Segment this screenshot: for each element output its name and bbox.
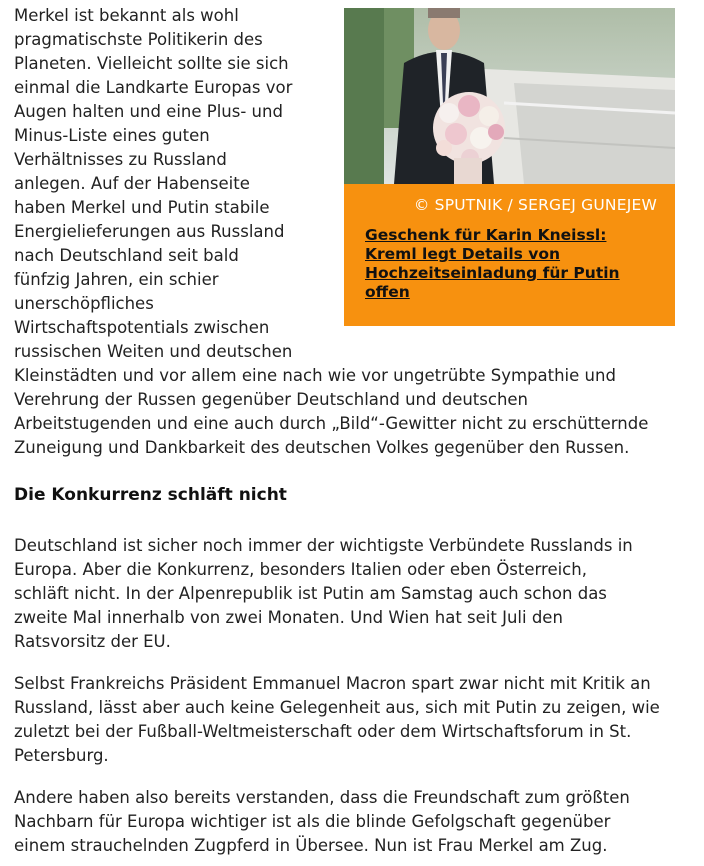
intro-line: fünfzig Jahren, ein schier <box>14 270 219 289</box>
section-heading: Die Konkurrenz schläft nicht <box>14 485 287 505</box>
intro-line: pragmatischste Politikerin des <box>14 30 263 49</box>
intro-line: nach Deutschland seit bald <box>14 246 239 265</box>
intro-line: Kleinstädten und vor allem eine nach wie vor ungetrübte Sympathie und <box>14 366 616 385</box>
related-article-teaser[interactable] <box>344 8 675 326</box>
intro-line: anlegen. Auf der Habenseite <box>14 174 250 193</box>
intro-line: russischen Weiten und deutschen <box>14 342 293 361</box>
intro-line: Verhältnisses zu Russland <box>14 150 227 169</box>
intro-line: Merkel ist bekannt als wohl <box>14 6 239 25</box>
intro-line: Planeten. Vielleicht sollte sie sich <box>14 54 289 73</box>
body-paragraph: Andere haben also bereits verstanden, dass die Freundschaft zum größten Nachbarn für Europa wichtiger ist als die blinde Gefolgschaft gegenüber einem strauchelnden Zugpferd in Übersee. Nun ist Frau Merkel am Zug. <box>14 788 630 855</box>
putin-flowers-photo <box>344 8 675 184</box>
photo-credit: © SPUTNIK / SERGEJ GUNEJEW <box>413 196 657 214</box>
related-article-link[interactable]: Geschenk für Karin Kneissl: Kreml legt Details von Hochzeitseinladung für Putin offen <box>365 226 620 301</box>
intro-line: einmal die Landkarte Europas vor <box>14 78 293 97</box>
intro-line: Verehrung der Russen gegenüber Deutschland und deutschen <box>14 390 529 409</box>
body-paragraph: Deutschland ist sicher noch immer der wichtigste Verbündete Russlands in Europa. Aber die Konkurrenz, besonders Italien oder eben Österreich, schläft nicht. In der Alpenrepublik ist Putin am Samstag auch schon das zweite Mal innerhalb von zwei Monaten. Und Wien hat seit Juli den Ratsvorsitz der EU. <box>14 536 633 651</box>
intro-line: Zuneigung und Dankbarkeit des deutschen Volkes gegenüber den Russen. <box>14 438 630 457</box>
body-paragraph: Selbst Frankreichs Präsident Emmanuel Macron spart zwar nicht mit Kritik an Russland, lässt aber auch keine Gelegenheit aus, sich mit Putin zu zeigen, wie zuletzt bei der Fußball-Weltmeisterschaft oder dem Wirtschaftsforum in St. Petersburg. <box>14 674 660 765</box>
intro-line: unerschöpfliches <box>14 294 154 313</box>
intro-line: Energielieferungen aus Russland <box>14 222 285 241</box>
intro-line: Wirtschaftspotentials zwischen <box>14 318 270 337</box>
intro-line: Minus-Liste eines guten <box>14 126 210 145</box>
intro-line: Augen halten und eine Plus- und <box>14 102 283 121</box>
intro-line: Arbeitstugenden und eine auch durch „Bild“-Gewitter nicht zu erschütternde <box>14 414 649 433</box>
intro-line: haben Merkel und Putin stabile <box>14 198 270 217</box>
teaser-photo[interactable] <box>344 8 675 184</box>
